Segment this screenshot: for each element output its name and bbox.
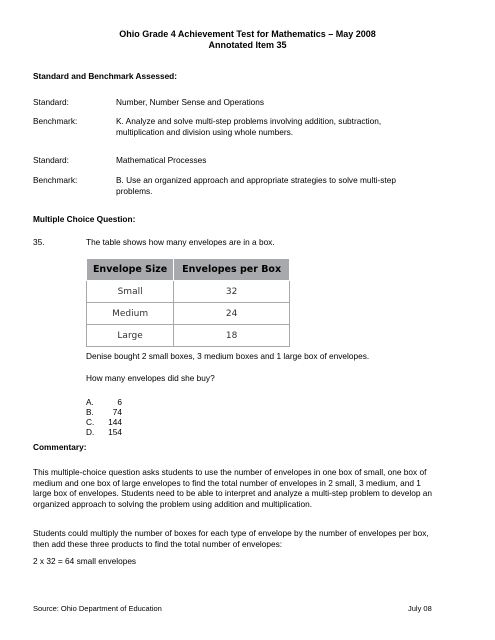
option-value: 154 xyxy=(108,427,122,437)
benchmark-label-1: Benchmark: xyxy=(33,116,78,126)
benchmark-text-2: B. Use an organized approach and appropriate strategies to solve multi-step problems. xyxy=(116,175,396,196)
page-title: Ohio Grade 4 Achievement Test for Mathematics – May 2008 xyxy=(119,29,376,39)
answer-option-c xyxy=(86,417,122,428)
question-scenario: Denise bought 2 small boxes, 3 medium boxes and 1 large box of envelopes. xyxy=(86,351,370,361)
option-letter: A. xyxy=(86,397,94,407)
commentary-equation: 2 x 32 = 64 small envelopes xyxy=(33,556,137,566)
option-value: 74 xyxy=(112,407,122,417)
table-cell: 32 xyxy=(174,281,290,303)
page-subtitle: Annotated Item 35 xyxy=(208,40,287,50)
option-value: 144 xyxy=(108,417,122,427)
footer-date: July 08 xyxy=(408,604,432,613)
option-letter: D. xyxy=(86,427,95,437)
commentary-paragraph-2: Students could multiply the number of boxes for each type of envelope by the number of envelopes per box, then add these three products to find the total number of envelopes: xyxy=(33,528,429,549)
question-heading: Multiple Choice Question: xyxy=(33,214,136,224)
envelope-table xyxy=(86,258,290,347)
question-number: 35. xyxy=(33,237,45,247)
question-prompt: How many envelopes did she buy? xyxy=(86,373,215,383)
standard-label-2: Standard: xyxy=(33,155,69,165)
table-row xyxy=(87,303,290,325)
option-letter: B. xyxy=(86,407,94,417)
answer-option-a xyxy=(86,397,122,408)
table-cell: 18 xyxy=(174,325,290,347)
answer-option-b xyxy=(86,407,122,418)
table-row xyxy=(87,325,290,347)
standard-label-1: Standard: xyxy=(33,97,69,107)
table-cell: 24 xyxy=(174,303,290,325)
table-header-cell: Envelopes per Box xyxy=(174,259,290,281)
standard-text-1: Number, Number Sense and Operations xyxy=(116,97,265,107)
option-value: 6 xyxy=(117,397,122,407)
table-cell: Large xyxy=(87,325,174,347)
commentary-heading: Commentary: xyxy=(33,442,87,452)
table-cell: Small xyxy=(87,281,174,303)
footer-source: Source: Ohio Department of Education xyxy=(33,604,162,613)
question-stem: The table shows how many envelopes are in a box. xyxy=(86,237,275,247)
standard-text-2: Mathematical Processes xyxy=(116,155,207,165)
answer-option-d xyxy=(86,427,122,438)
table-cell: Medium xyxy=(87,303,174,325)
standards-heading: Standard and Benchmark Assessed: xyxy=(33,71,178,81)
commentary-paragraph-1: This multiple-choice question asks students to use the number of envelopes in one box of small, one box of medium and one box of large envelopes to find the total number of envelopes in 2 small, 3 medium, and 1 large box of envelopes. Students need to be able to interpret and analyze a multi-step problem to develop an organized approach to solving the problem using addition and multiplication. xyxy=(33,467,432,509)
table-row xyxy=(87,281,290,303)
table-header-row xyxy=(87,259,290,281)
benchmark-text-1: K. Analyze and solve multi-step problems involving addition, subtraction, multiplication and division using whole numbers. xyxy=(116,116,382,137)
option-letter: C. xyxy=(86,417,95,427)
table-header-cell: Envelope Size xyxy=(87,259,174,281)
benchmark-label-2: Benchmark: xyxy=(33,175,78,185)
